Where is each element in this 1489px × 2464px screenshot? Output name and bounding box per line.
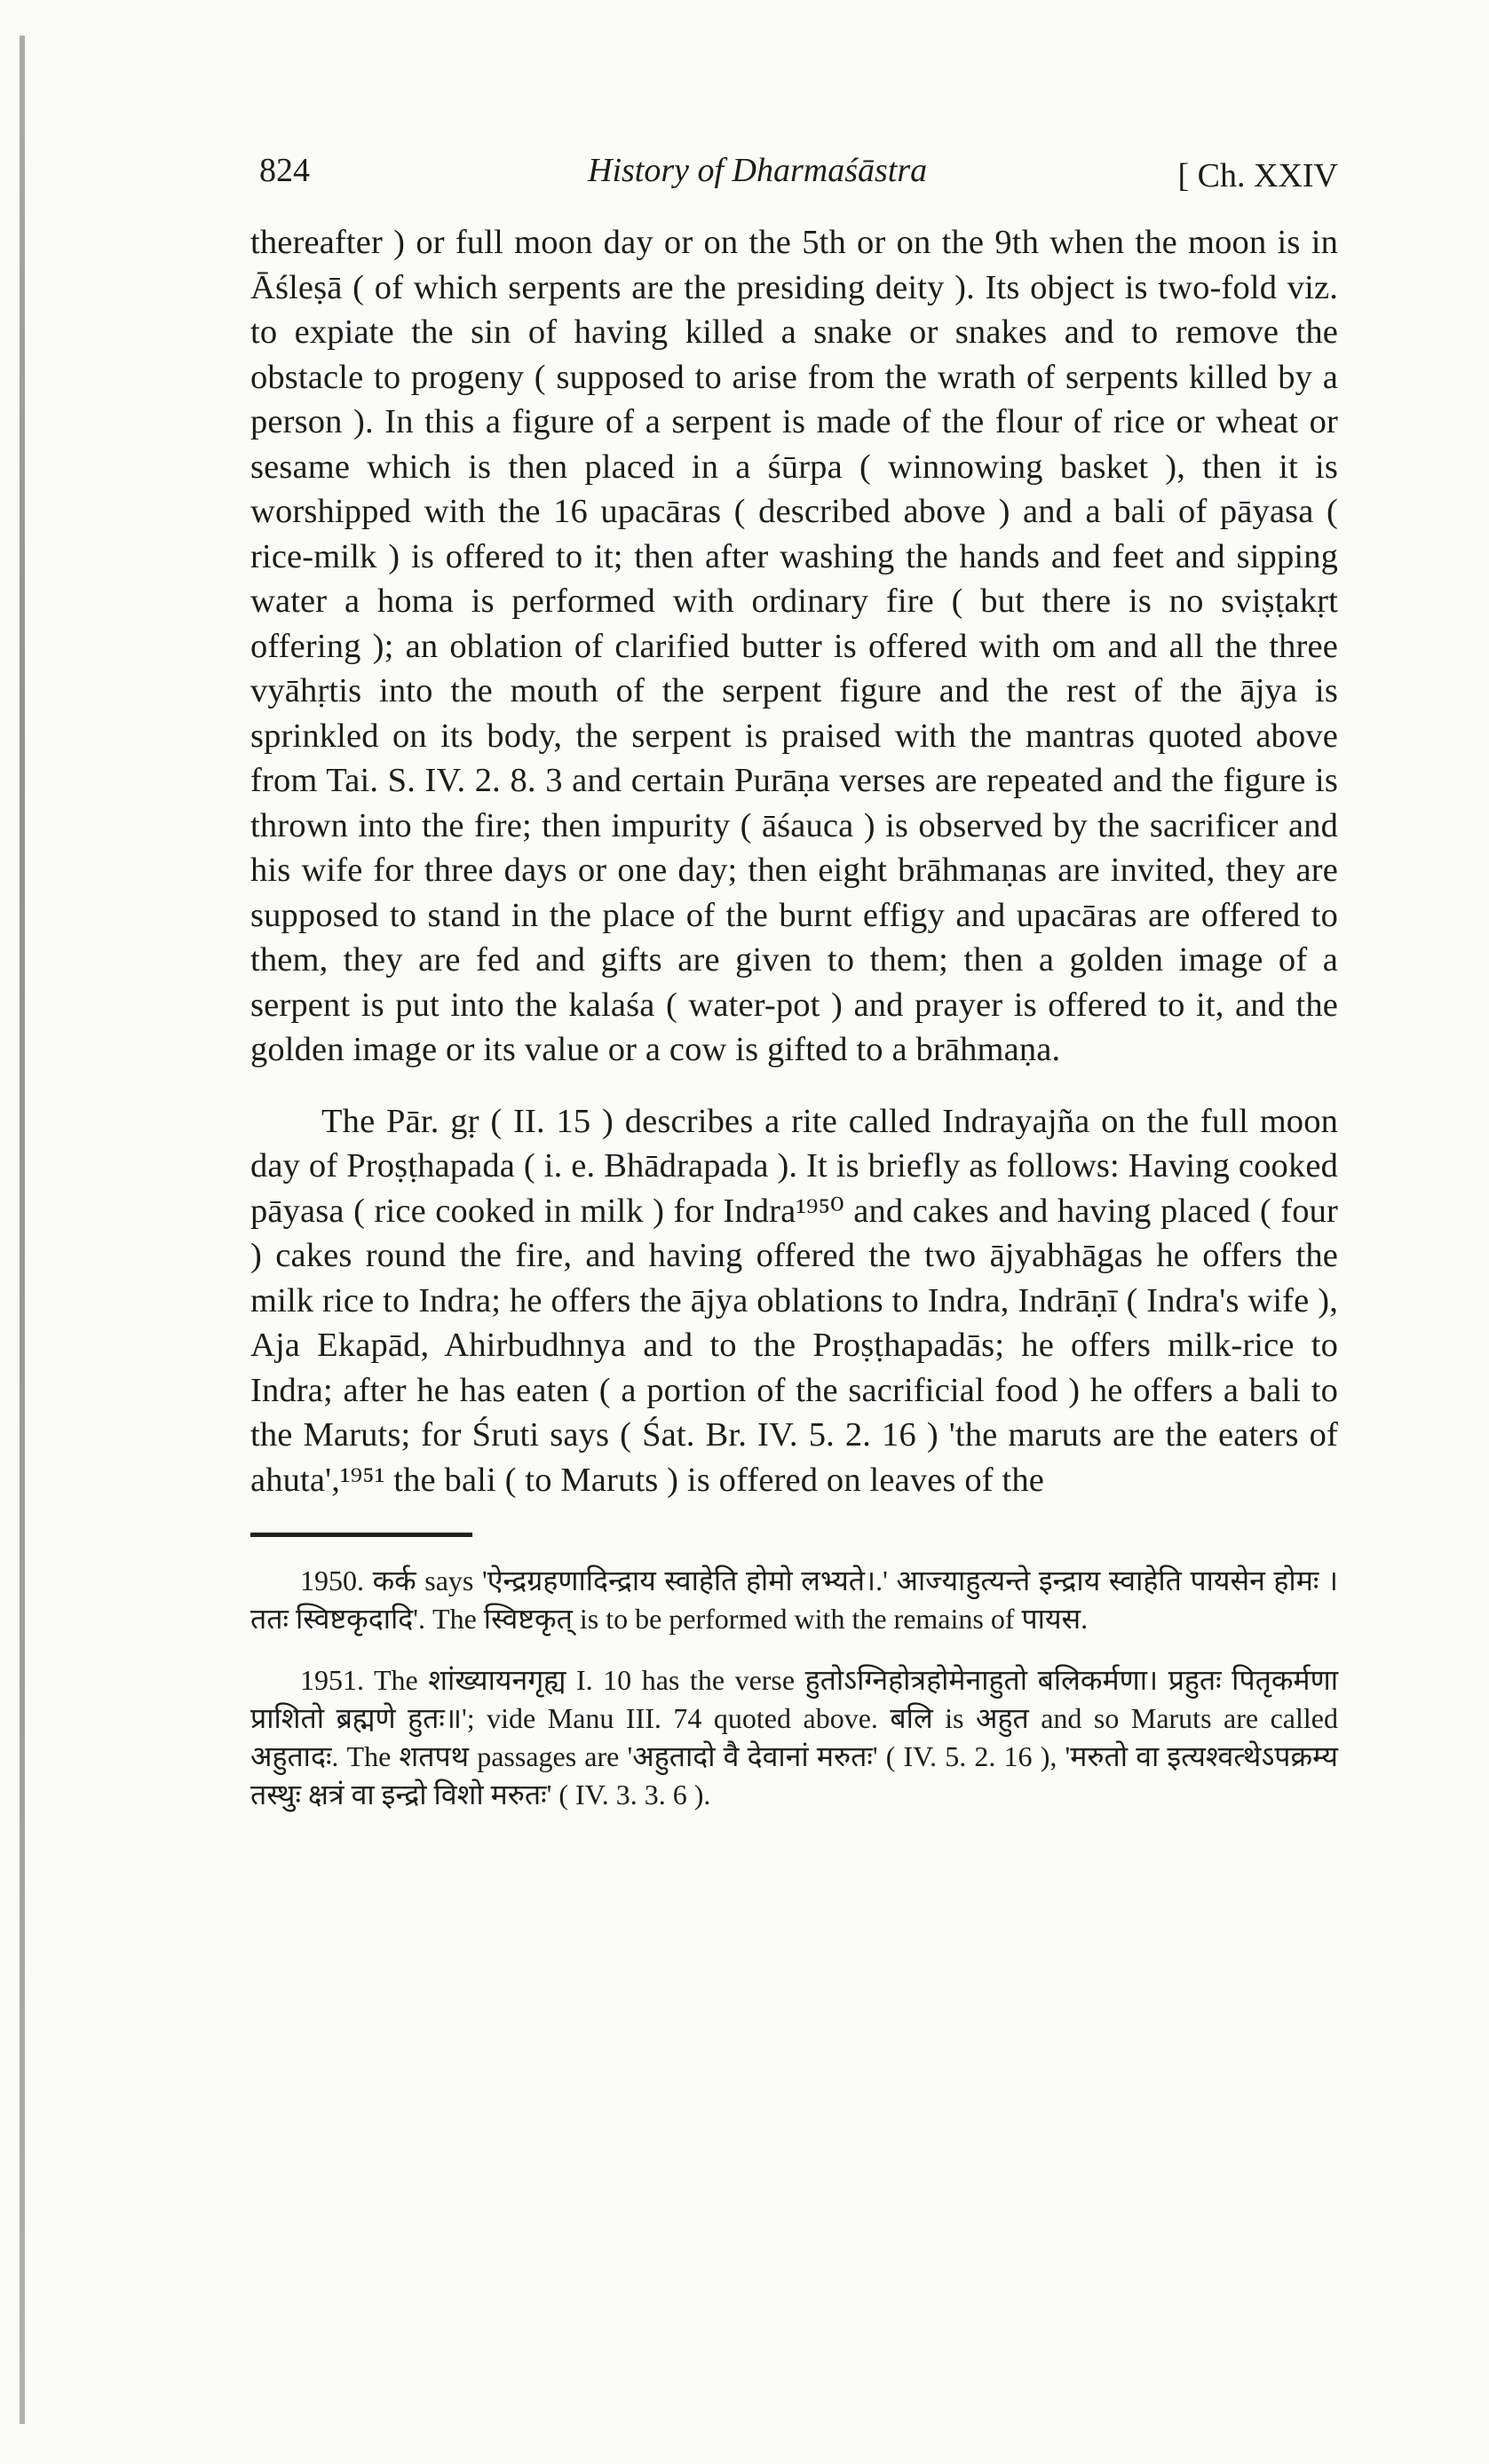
paragraph-2: The Pār. gṛ ( II. 15 ) describes a rite called Indrayajña on the full moon day of Proṣṭhapada ( i. e. Bhādrapada ). It is briefly as follows: Having cooked pāyasa ( rice cooked in milk ) for Indra¹⁹⁵⁰ and cakes and having placed ( four ) cakes round the fire, and having offered the two ājyabhāgas he offers the milk rice to Indra; he offers the ājya oblations to Indra, Indrāṇī ( Indra's wife ), Aja Ekapād, Ahirbudhnya and to the Proṣṭhapadās; he offers milk-rice to Indra; after he has eaten ( a portion of the sacrificial food ) he offers a bali to the Maruts; for Śruti says ( Śat. Br. IV. 5. 2. 16 ) 'the maruts are the eaters of ahuta',¹⁹⁵¹ the bali ( to Maruts ) is offered on leaves of the	[250, 1102, 1338, 1499]
footnote-separator	[250, 1533, 472, 1537]
footnote-1951: 1951. The शांख्यायनगृह्य I. 10 has the verse हुतोऽग्निहोत्रहोमेनाहुतो बलिकर्मणा। प्रहुतः पितृकर्मणा प्राशितो ब्रह्मणे हुतः॥'; vide Manu III. 74 quoted above. बलि is अहुत and so Maruts are called अहुतादः. The शतपथ passages are 'अहुतादो वै देवानां मरुतः' ( IV. 5. 2. 16 ), 'मरुतो वा इत्यश्वत्थेऽपक्रम्य तस्थुः क्षत्रं वा इन्द्रो विशो मरुतः' ( IV. 3. 3. 6 ).	[250, 1664, 1338, 1810]
footnote-1950: 1950. कर्क says 'ऐन्द्रग्रहणादिन्द्राय स्वाहेति होमो लभ्यते।.' आज्याहुत्यन्ते इन्द्राय स्वाहेति पायसेन होमः । ततः स्विष्टकृदादि'. The स्विष्टकृत् is to be performed with the remains of पायस.	[250, 1565, 1338, 1635]
paragraph-1: thereafter ) or full moon day or on the 5th or on the 9th when the moon is in Āśleṣā ( of which serpents are the presiding deity ). Its object is two-fold viz. to expiate the sin of having killed a snake or snakes and to remove the obstacle to progeny ( supposed to arise from the wrath of serpents killed by a person ). In this a figure of a serpent is made of the flour of rice or wheat or sesame which is then placed in a śūrpa ( winnowing basket ), then it is worshipped with the 16 upacāras ( described above ) and a bali of pāyasa ( rice-milk ) is offered to it; then after washing the hands and feet and sipping water a homa is performed with ordinary fire ( but there is no sviṣṭakṛt offering ); an oblation of clarified butter is offered with om and all the three vyāhṛtis into the mouth of the serpent figure and the rest of the ājya is sprinkled on its body, the serpent is praised with the mantras quoted above from Tai. S. IV. 2. 8. 3 and certain Purāṇa verses are repeated and the figure is thrown into the fire; then impurity ( āśauca ) is observed by the sacrificer and his wife for three days or one day; then eight brāhmaṇas are invited, they are supposed to stand in the place of the burnt effigy and upacāras are offered to them, they are fed and gifts are given to them; then a golden image of a serpent is put into the kalaśa ( water-pot ) and prayer is offered to it, and the golden image or its value or a cow is gifted to a brāhmaṇa.	[250, 224, 1338, 1068]
page-number: 824	[259, 152, 310, 189]
chapter-label: [ Ch. XXIV	[1177, 157, 1338, 194]
page	[250, 133, 1338, 1814]
body-text	[250, 220, 1338, 1502]
binding-edge-shadow	[20, 36, 25, 2424]
running-title: History of Dharmaśāstra	[588, 152, 928, 189]
running-header	[250, 133, 1338, 204]
